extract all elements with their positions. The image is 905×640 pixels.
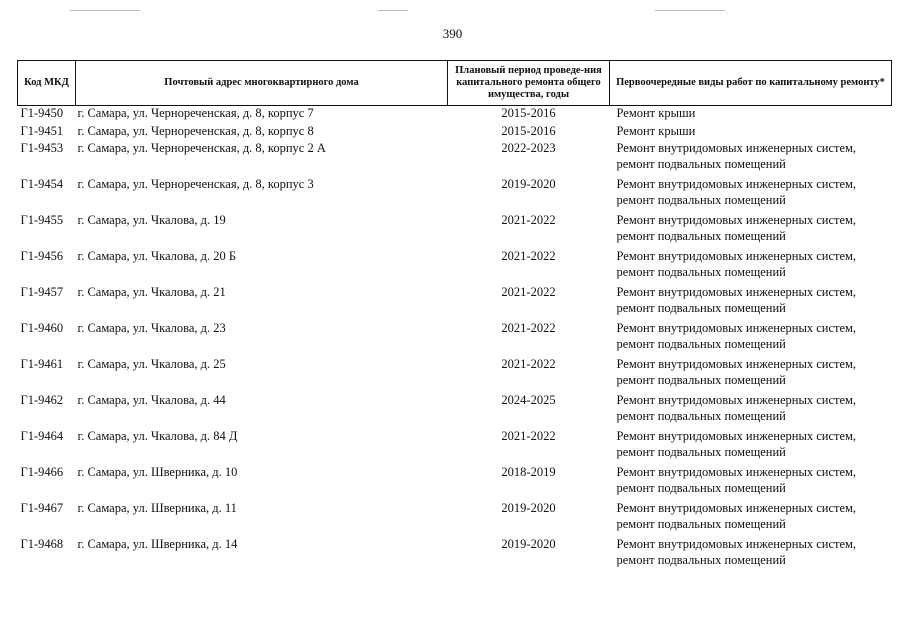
cell-period: 2021-2022 bbox=[501, 321, 556, 335]
cell-period: 2019-2020 bbox=[501, 501, 556, 515]
table-row bbox=[18, 124, 892, 142]
cell-period: 2021-2022 bbox=[501, 213, 556, 227]
header-address: Почтовый адрес многоквартирного дома bbox=[76, 61, 448, 106]
scan-artifact-line bbox=[378, 10, 408, 11]
cell-address: г. Самара, ул. Чернореченская, д. 8, корпус 7 bbox=[77, 106, 314, 120]
cell-code: Г1-9462 bbox=[20, 393, 64, 407]
table-row bbox=[18, 177, 892, 213]
header-period: Плановый период проведе-ния капитального ремонта общего имущества, годы bbox=[448, 61, 610, 106]
table-row bbox=[18, 429, 892, 465]
header-works: Первоочередные виды работ по капитальному ремонту* bbox=[610, 61, 892, 106]
cell-works: Ремонт внутридомовых инженерных систем, ремонт подвальных помещений bbox=[616, 501, 857, 531]
cell-period: 2021-2022 bbox=[501, 285, 556, 299]
cell-code: Г1-9464 bbox=[20, 429, 64, 443]
cell-period: 2019-2020 bbox=[501, 537, 556, 551]
cell-address: г. Самара, ул. Чкалова, д. 19 bbox=[77, 213, 226, 227]
cell-works: Ремонт внутридомовых инженерных систем, ремонт подвальных помещений bbox=[616, 357, 857, 387]
table-row bbox=[18, 357, 892, 393]
cell-works: Ремонт внутридомовых инженерных систем, ремонт подвальных помещений bbox=[616, 141, 857, 171]
cell-address: г. Самара, ул. Шверника, д. 11 bbox=[77, 501, 237, 515]
table-row bbox=[18, 537, 892, 573]
cell-works: Ремонт внутридомовых инженерных систем, ремонт подвальных помещений bbox=[616, 213, 857, 243]
cell-address: г. Самара, ул. Чернореченская, д. 8, корпус 2 А bbox=[77, 141, 326, 155]
page-number: 390 bbox=[442, 26, 463, 41]
cell-address: г. Самара, ул. Чкалова, д. 84 Д bbox=[77, 429, 238, 443]
cell-works: Ремонт внутридомовых инженерных систем, ремонт подвальных помещений bbox=[616, 429, 857, 459]
cell-address: г. Самара, ул. Чкалова, д. 44 bbox=[77, 393, 226, 407]
table-row bbox=[18, 213, 892, 249]
cell-works: Ремонт внутридомовых инженерных систем, ремонт подвальных помещений bbox=[616, 177, 857, 207]
cell-address: г. Самара, ул. Чкалова, д. 21 bbox=[77, 285, 226, 299]
cell-works: Ремонт крыши bbox=[616, 106, 696, 120]
cell-code: Г1-9450 bbox=[20, 106, 64, 120]
cell-address: г. Самара, ул. Чкалова, д. 20 Б bbox=[77, 249, 237, 263]
cell-period: 2021-2022 bbox=[501, 429, 556, 443]
table-row bbox=[18, 249, 892, 285]
cell-address: г. Самара, ул. Чкалова, д. 25 bbox=[77, 357, 226, 371]
cell-code: Г1-9451 bbox=[20, 123, 64, 138]
cell-period: 2018-2019 bbox=[501, 465, 556, 479]
cell-works: Ремонт внутридомовых инженерных систем, ремонт подвальных помещений bbox=[616, 321, 857, 351]
cell-period: 2019-2020 bbox=[501, 177, 556, 191]
cell-works: Ремонт внутридомовых инженерных систем, ремонт подвальных помещений bbox=[616, 393, 857, 423]
cell-address: г. Самара, ул. Шверника, д. 14 bbox=[77, 537, 238, 551]
cell-address: г. Самара, ул. Чкалова, д. 23 bbox=[77, 321, 226, 335]
table-row bbox=[18, 141, 892, 177]
cell-code: Г1-9453 bbox=[20, 141, 64, 155]
cell-address: г. Самара, ул. Шверника, д. 10 bbox=[77, 465, 238, 479]
cell-code: Г1-9454 bbox=[20, 177, 64, 191]
scan-artifact-line bbox=[655, 10, 725, 11]
cell-code: Г1-9455 bbox=[20, 213, 64, 227]
cell-period: 2022-2023 bbox=[501, 141, 556, 155]
cell-code: Г1-9468 bbox=[20, 537, 64, 551]
cell-code: Г1-9466 bbox=[20, 465, 64, 479]
cell-period: 2024-2025 bbox=[501, 393, 556, 407]
cell-works: Ремонт крыши bbox=[616, 123, 696, 138]
cell-period: 2015-2016 bbox=[501, 123, 556, 138]
table-row bbox=[18, 285, 892, 321]
table-row bbox=[18, 465, 892, 501]
table-row bbox=[18, 106, 892, 124]
cell-works: Ремонт внутридомовых инженерных систем, ремонт подвальных помещений bbox=[616, 465, 857, 495]
cell-works: Ремонт внутридомовых инженерных систем, ремонт подвальных помещений bbox=[616, 537, 857, 567]
cell-works: Ремонт внутридомовых инженерных систем, ремонт подвальных помещений bbox=[616, 249, 857, 279]
cell-code: Г1-9457 bbox=[20, 285, 64, 299]
scan-artifact-line bbox=[70, 10, 140, 11]
cell-period: 2021-2022 bbox=[501, 249, 556, 263]
cell-code: Г1-9467 bbox=[20, 501, 64, 515]
cell-works: Ремонт внутридомовых инженерных систем, ремонт подвальных помещений bbox=[616, 285, 857, 315]
cell-code: Г1-9456 bbox=[20, 249, 64, 263]
cell-period: 2021-2022 bbox=[501, 357, 556, 371]
table-header-row bbox=[18, 61, 892, 106]
cell-period: 2015-2016 bbox=[501, 106, 556, 120]
cell-address: г. Самара, ул. Чернореченская, д. 8, корпус 3 bbox=[77, 177, 314, 191]
cell-code: Г1-9461 bbox=[20, 357, 64, 371]
table-row bbox=[18, 321, 892, 357]
cell-address: г. Самара, ул. Чернореченская, д. 8, корпус 8 bbox=[77, 123, 314, 138]
capital-repair-table bbox=[17, 60, 891, 573]
header-code: Код МКД bbox=[18, 61, 76, 106]
table-row bbox=[18, 501, 892, 537]
cell-code: Г1-9460 bbox=[20, 321, 64, 335]
table-row bbox=[18, 393, 892, 429]
